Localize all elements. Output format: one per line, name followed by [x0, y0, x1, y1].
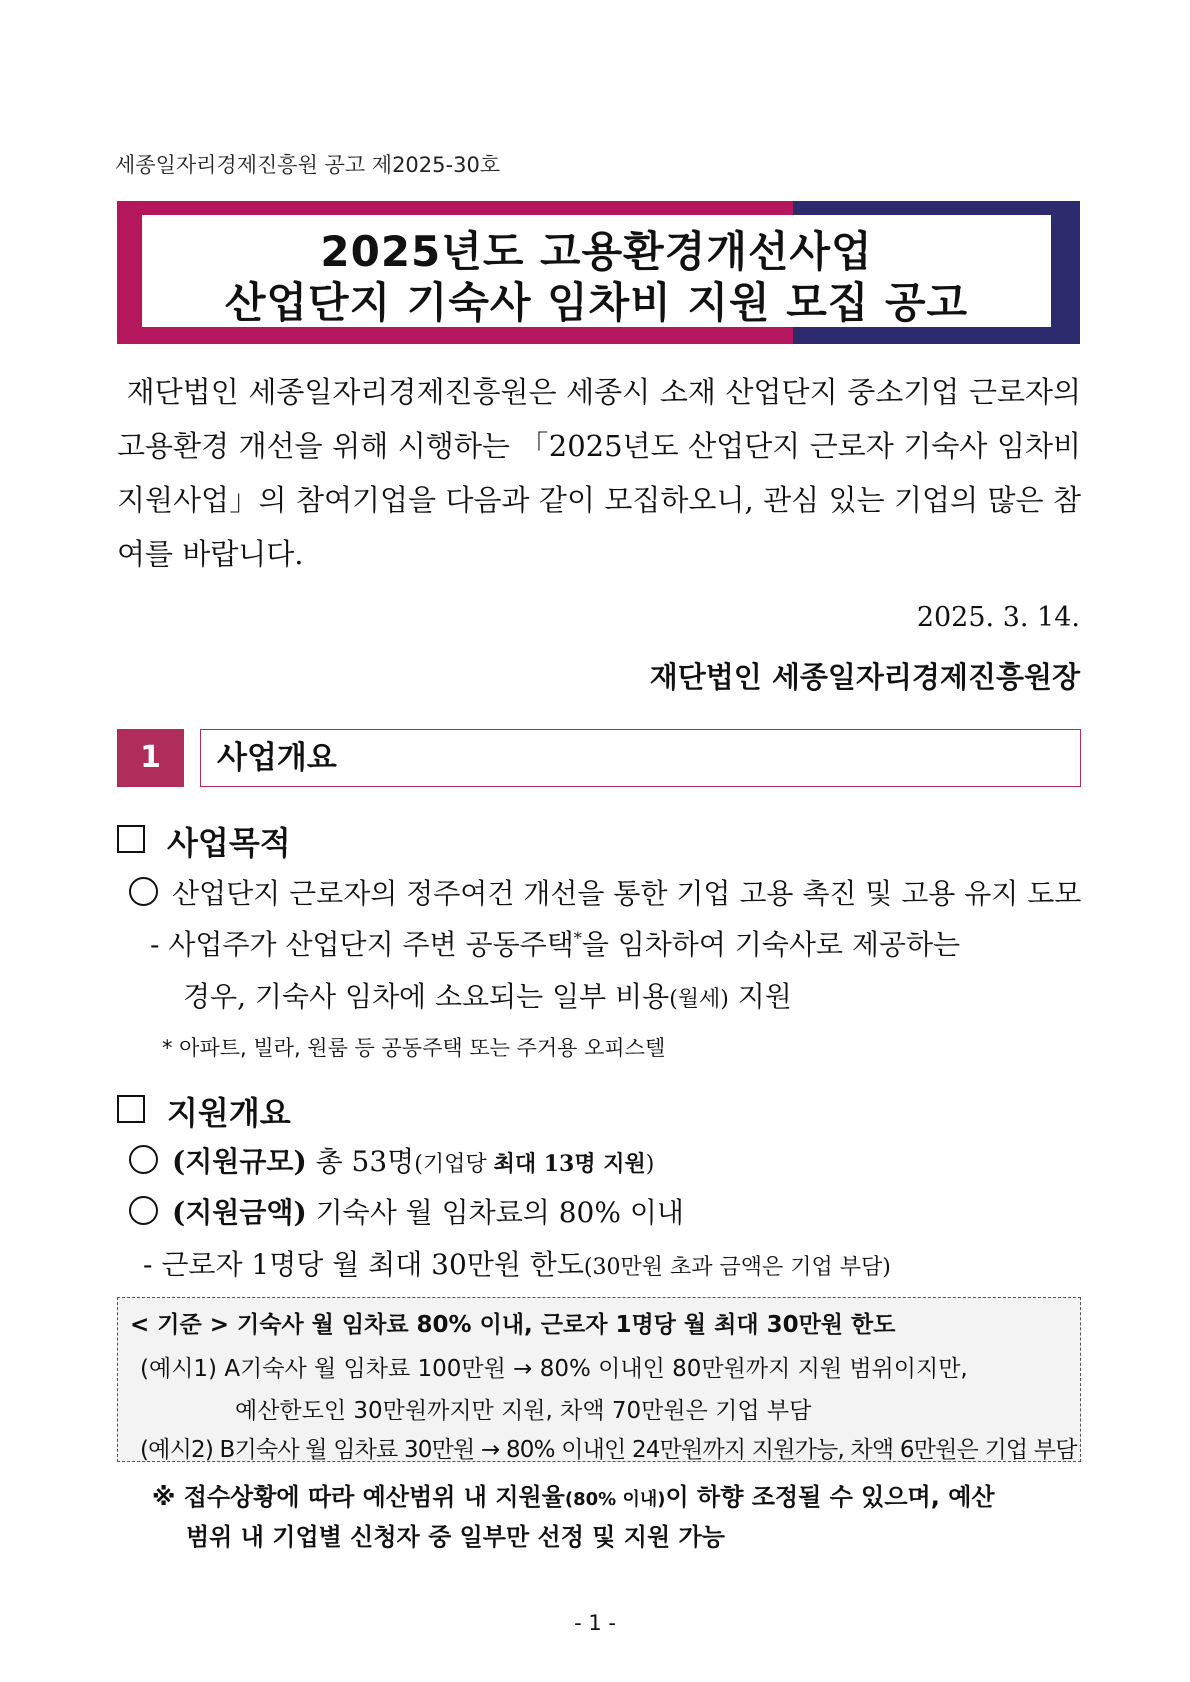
title-banner — [117, 201, 1080, 344]
purpose-item-text: 산업단지 근로자의 정주여건 개선을 통한 기업 고용 촉진 및 고용 유지 도모 — [172, 877, 1082, 910]
banner-inner — [142, 215, 1051, 327]
purpose-heading-text: 사업목적 — [167, 824, 291, 862]
purpose-sub-2 — [183, 975, 792, 1015]
section-title-box — [200, 729, 1081, 787]
note-line-1 — [152, 1477, 995, 1512]
purpose-sub-1-b: 을 임차하여 기숙사로 제공하는 — [581, 928, 961, 961]
circle-bullet-icon — [129, 1196, 158, 1225]
issuer-name: 재단법인 세종일자리경제진흥원장 — [649, 660, 1080, 694]
section-title: 사업개요 — [217, 740, 337, 776]
support-scale — [129, 1140, 654, 1180]
support-amount — [129, 1191, 684, 1231]
support-amount-sub-paren: (30만원 초과 금액은 기업 부담) — [583, 1255, 891, 1280]
note-line-1-a: ※ 접수상황에 따라 예산범위 내 지원율 — [152, 1483, 565, 1511]
purpose-sub-1-a: - 사업주가 산업단지 주변 공동주택 — [150, 928, 574, 961]
criteria-box — [117, 1297, 1081, 1462]
checkbox-square-icon — [117, 825, 145, 853]
section-number: 1 — [117, 729, 184, 787]
note-line-1-b: 이 하향 조정될 수 있으며, 예산 — [665, 1483, 995, 1511]
criteria-example-1: (예시1) A기숙사 월 임차료 100만원 → 80% 이내인 80만원까지 지원 범위이지만, — [140, 1356, 968, 1382]
criteria-header: < 기준 > 기숙사 월 임차료 80% 이내, 근로자 1명당 월 최대 30만원 한도 — [130, 1312, 896, 1338]
checkbox-square-icon — [117, 1095, 145, 1123]
title-line-1: 2025년도 고용환경개선사업 — [320, 227, 873, 276]
support-scale-label: (지원규모) — [172, 1145, 307, 1178]
intro-paragraph — [117, 365, 1081, 581]
support-scale-value: 총 53명 — [306, 1145, 415, 1178]
support-scale-paren-b: ) — [645, 1152, 655, 1177]
note-line-1-paren: (80% 이내) — [564, 1489, 666, 1510]
support-heading — [117, 1088, 291, 1134]
circle-bullet-icon — [129, 877, 158, 906]
purpose-item — [129, 872, 1081, 912]
title-line-2: 산업단지 기숙사 임차비 지원 모집 공고 — [224, 278, 969, 327]
purpose-sub-2-paren: (월세) — [669, 987, 729, 1012]
intro-text: 재단법인 세종일자리경제진흥원은 세종시 소재 산업단지 중소기업 근로자의 고용환경 개선을 위해 시행하는 「2025년도 산업단지 근로자 기숙사 임차비 지원사업」의 참여기업을 다음과 같이 모집하오니, 관심 있는 기업의 많은 참여를 바랍니다. — [117, 375, 1081, 571]
page-number: - 1 - — [574, 1611, 616, 1635]
note-line-2: 범위 내 기업별 신청자 중 일부만 선정 및 지원 가능 — [186, 1523, 725, 1551]
support-amount-label: (지원금액) — [172, 1196, 307, 1229]
purpose-footnote: * 아파트, 빌라, 원룸 등 공동주택 또는 주거용 오피스텔 — [162, 1036, 666, 1060]
support-amount-sub-text: - 근로자 1명당 월 최대 30만원 한도 — [143, 1248, 584, 1281]
purpose-sub-2-a: 경우, 기숙사 임차에 소요되는 일부 비용 — [183, 980, 670, 1013]
notice-date: 2025. 3. 14. — [916, 602, 1080, 633]
criteria-example-2: (예시2) B기숙사 월 임차료 30만원 → 80% 이내인 24만원까지 지원가능, 차액 6만원은 기업 부담 — [140, 1437, 1077, 1463]
criteria-example-1-cont: 예산한도인 30만원까지만 지원, 차액 70만원은 기업 부담 — [235, 1398, 812, 1424]
support-amount-sub — [143, 1243, 891, 1283]
notice-number: 세종일자리경제진흥원 공고 제2025-30호 — [115, 153, 501, 177]
support-amount-value: 기숙사 월 임차료의 80% 이내 — [306, 1196, 684, 1229]
purpose-sub-star: * — [573, 928, 582, 948]
support-scale-paren-a: (기업당 — [414, 1152, 494, 1177]
purpose-sub-1-line — [150, 923, 1079, 963]
support-scale-paren-bold: 최대 13명 지원 — [493, 1151, 646, 1177]
purpose-sub-2-b: 지원 — [728, 980, 792, 1013]
purpose-heading — [117, 818, 291, 864]
support-heading-text: 지원개요 — [167, 1094, 291, 1132]
circle-bullet-icon — [129, 1145, 158, 1174]
